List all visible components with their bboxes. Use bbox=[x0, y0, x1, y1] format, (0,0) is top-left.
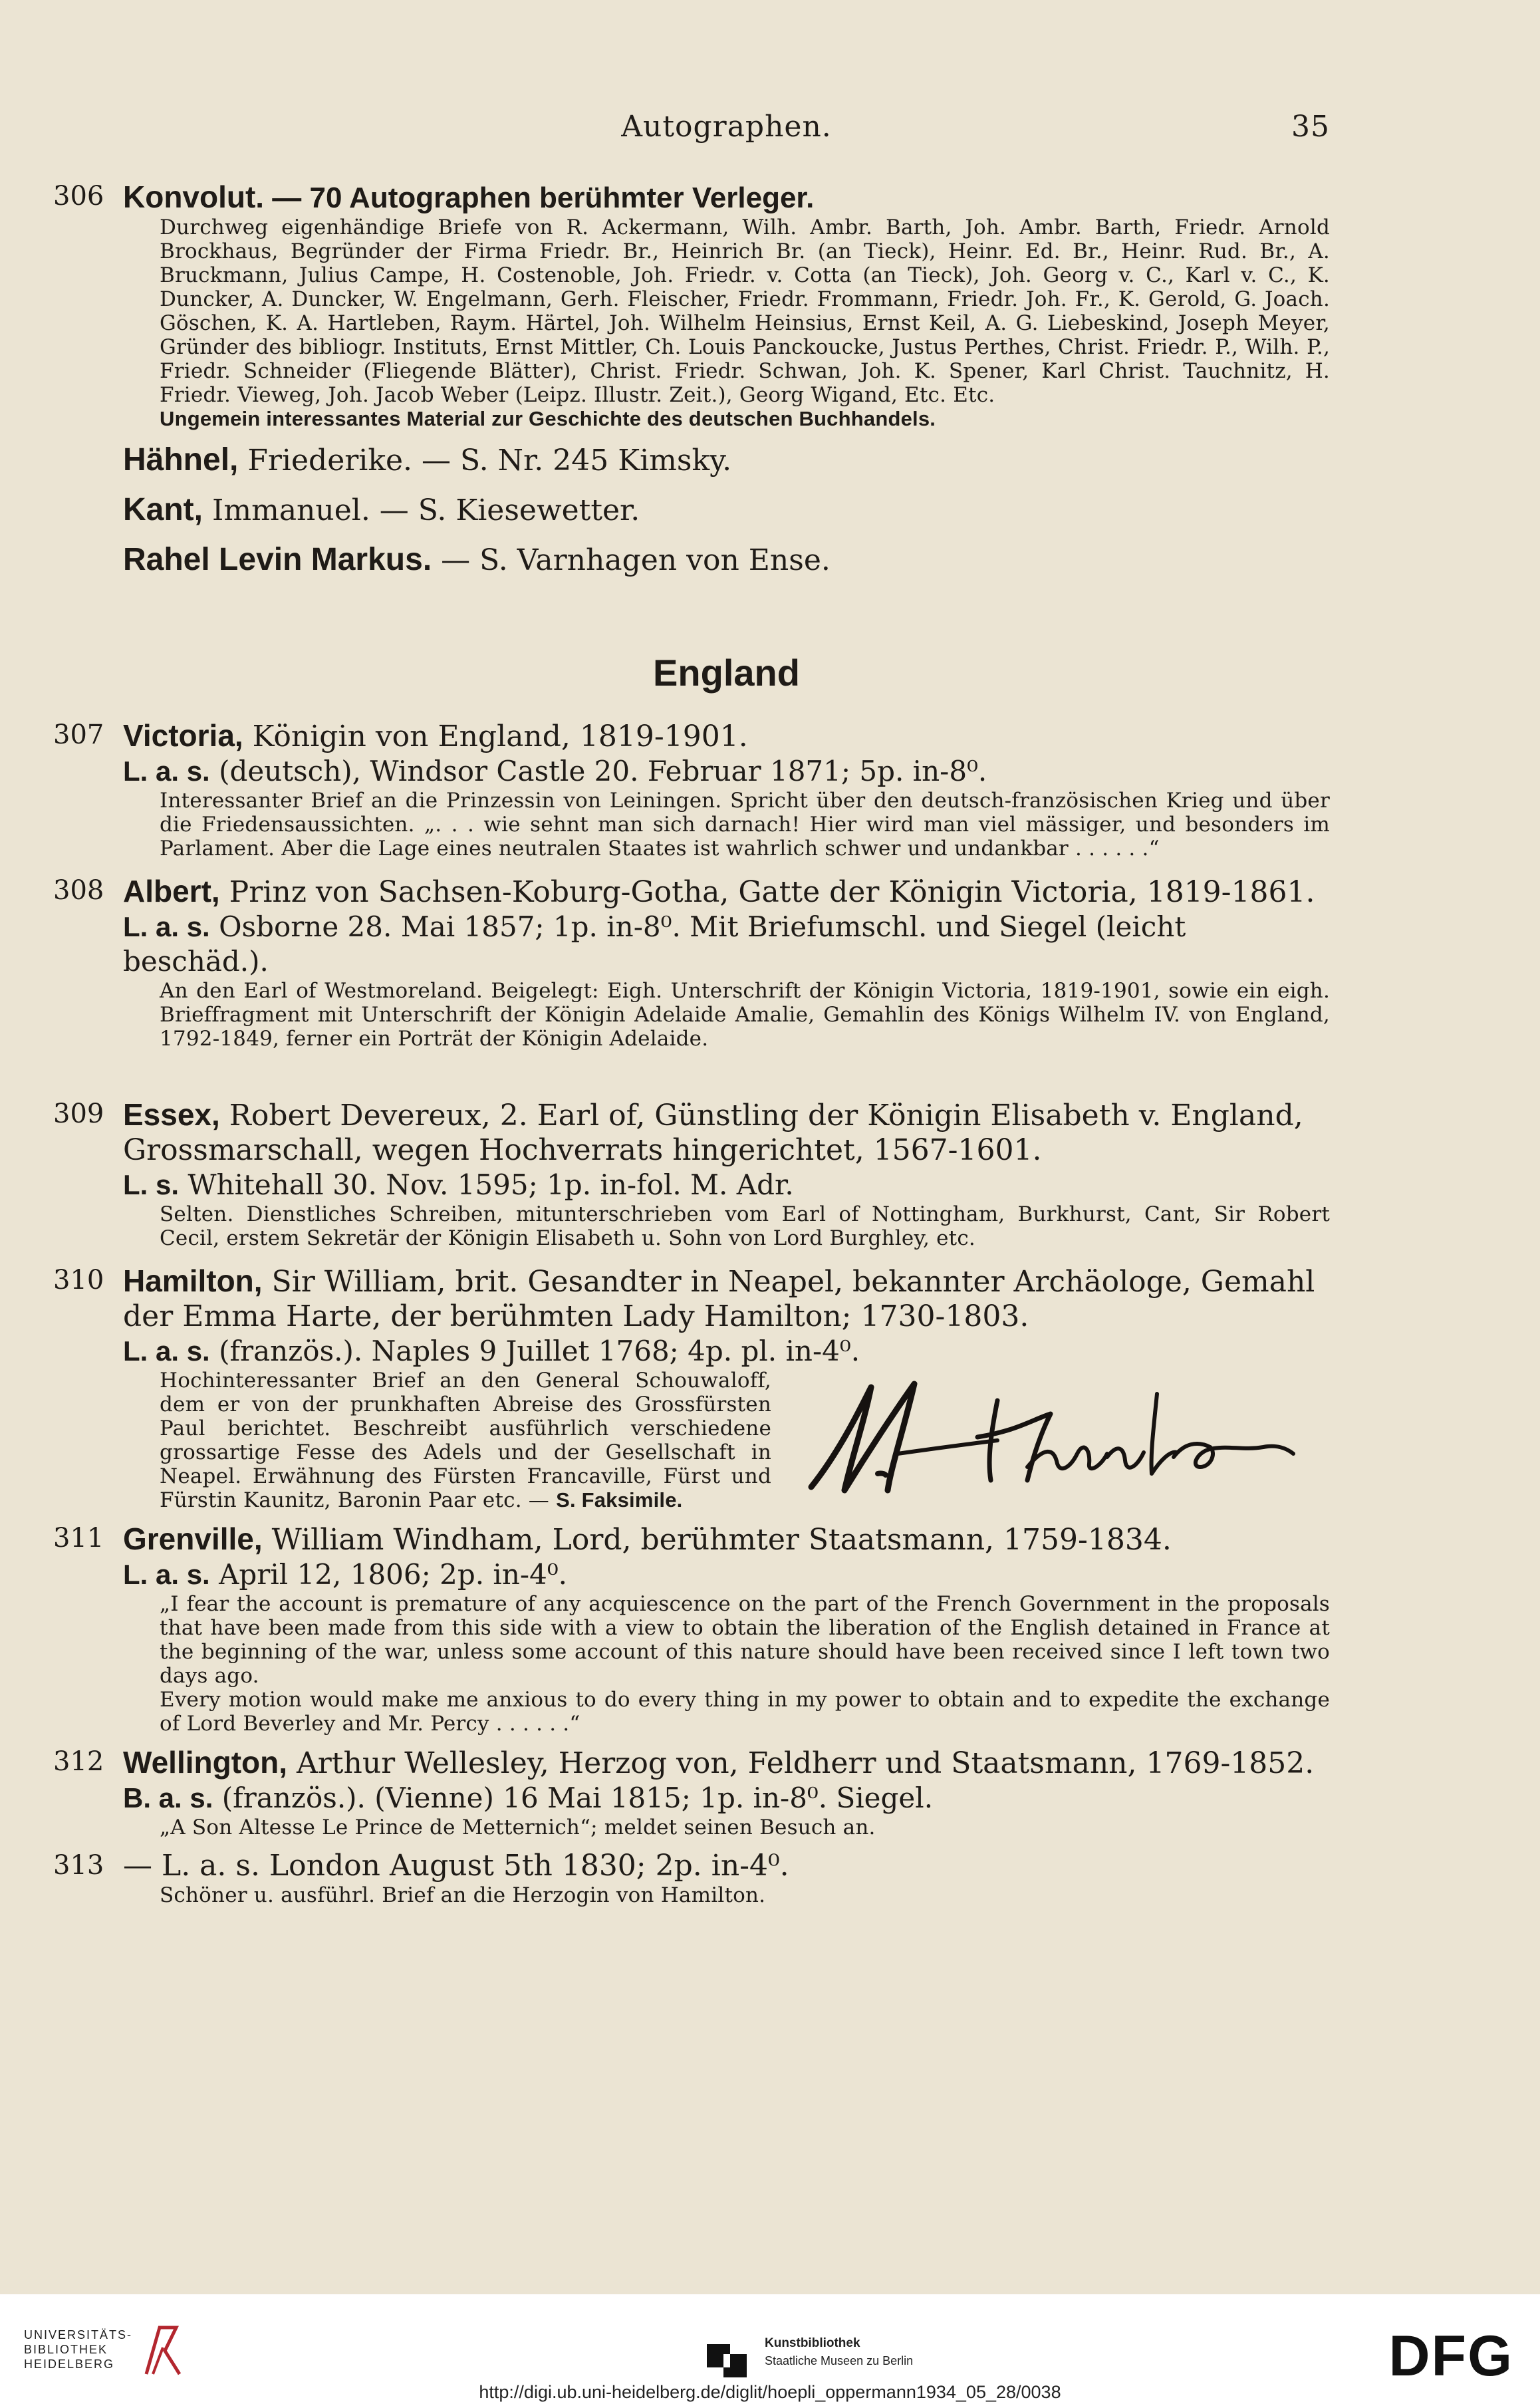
kunstbibliothek-label: Kunstbibliothek Staatliche Museen zu Berlin bbox=[765, 2336, 914, 2367]
ref-text: Friederike. — S. Nr. 245 Kimsky. bbox=[238, 444, 732, 477]
entry-name: Grenville, bbox=[123, 1522, 263, 1556]
entry-308 bbox=[53, 874, 1330, 1051]
entry-headline bbox=[123, 1745, 1330, 1781]
entry-item bbox=[123, 910, 1330, 979]
entry-number: 307 bbox=[53, 720, 104, 750]
entry-number: 309 bbox=[53, 1099, 104, 1129]
entry-number: 306 bbox=[53, 181, 104, 211]
item-type: L. a. s. bbox=[123, 1559, 210, 1590]
item-type: L. s. bbox=[123, 1169, 180, 1200]
ref-name: Kant, bbox=[123, 492, 203, 527]
entry-title: Robert Devereux, 2. Earl of, Günstling der Königin Elisabeth v. England, Grossmarschall, wegen Hochverrats hingerichtet, 1567-1601. bbox=[123, 1099, 1303, 1167]
signature-facsimile bbox=[771, 1369, 1330, 1512]
entry-item bbox=[123, 1781, 1330, 1815]
item-details: (deutsch), Windsor Castle 20. Februar 1871; 5p. in-8⁰. bbox=[209, 755, 987, 787]
university-logo-icon bbox=[140, 2321, 186, 2381]
entry-item bbox=[123, 1557, 1330, 1592]
entry-number: 310 bbox=[53, 1265, 104, 1295]
entry-title: — 70 Autographen berühmter Verleger. bbox=[264, 182, 815, 214]
entry-title: — L. a. s. London August 5th 1830; 2p. in-4⁰. bbox=[123, 1849, 789, 1883]
entry-name: Wellington, bbox=[123, 1745, 288, 1780]
permalink-url[interactable]: http://digi.ub.uni-heidelberg.de/diglit/hoepli_oppermann1934_05_28/0038 bbox=[479, 2382, 1061, 2402]
ref-name: Rahel Levin Markus. bbox=[123, 542, 432, 577]
item-type: L. a. s. bbox=[123, 1335, 210, 1367]
entry-title: William Windham, Lord, berühmter Staatsmann, 1759-1834. bbox=[262, 1523, 1172, 1557]
entry-name: Albert, bbox=[123, 874, 220, 908]
viewer-footer bbox=[0, 2294, 1540, 2406]
entry-309 bbox=[53, 1097, 1330, 1250]
entry-307 bbox=[53, 718, 1330, 861]
entry-description-paragraph: „I fear the account is premature of any acquiescence on the part of the French Government in the proposals that have been made from this side with a view to obtain the liberation of the English detained in France at the beginning of the war, unless some account of this nature should have been received since I left town two days ago. bbox=[160, 1592, 1330, 1688]
entry-name: Hamilton, bbox=[123, 1264, 263, 1298]
entry-title: Königin von England, 1819-1901. bbox=[243, 720, 748, 753]
entry-310 bbox=[53, 1264, 1330, 1512]
entry-description: Selten. Dienstliches Schreiben, mitunterschrieben vom Earl of Nottingham, Burkhurst, Cant, Sir Robert Cecil, erstem Sekretär der Königin Elisabeth u. Sohn von Lord Burghley, etc. bbox=[160, 1202, 1330, 1250]
entry-headline bbox=[123, 1097, 1330, 1168]
cross-reference bbox=[53, 543, 1330, 578]
entry-headline bbox=[123, 718, 1330, 754]
running-title: Autographen. bbox=[621, 110, 832, 144]
item-type: L. a. s. bbox=[123, 755, 210, 787]
item-details: (französ.). Naples 9 Juillet 1768; 4p. pl. in-4⁰. bbox=[209, 1335, 860, 1367]
entry-headline bbox=[123, 1522, 1330, 1557]
entry-description-paragraph: Every motion would make me anxious to do every thing in my power to obtain and to expedite the exchange of Lord Beverley and Mr. Percy . . . . . .“ bbox=[160, 1688, 1330, 1736]
cross-reference bbox=[53, 493, 1330, 528]
entry-headline bbox=[123, 1849, 1330, 1883]
entry-headline bbox=[123, 1264, 1330, 1334]
entry-description-text: Hochinteressanter Brief an den General Schouwaloff, dem er von der prunkhaften Abreise des Grossfürsten Paul berichtet. Beschreibt ausführlich verschiedene grossartige Fesse des Adels und der Gesellschaft in Neapel. Erwähnung des Fürsten Francaville, Fürst und Fürstin Kaunitz, Baronin Paar etc. — bbox=[160, 1369, 771, 1512]
entry-title: Arthur Wellesley, Herzog von, Feldherr und Staatsmann, 1769-1852. bbox=[287, 1746, 1315, 1780]
item-details: April 12, 1806; 2p. in-4⁰. bbox=[209, 1558, 568, 1591]
entry-description-with-facsimile bbox=[123, 1369, 1330, 1512]
item-type: B. a. s. bbox=[123, 1782, 213, 1813]
entry-description: Interessanter Brief an die Prinzessin von Leiningen. Spricht über den deutsch-französischen Krieg und über die Friedensaussichten. „. . . wie sehnt man sich darnach! Hier wird man viel mässiger, und besonders im Parlament. Aber die Lage eines neutralen Staates ist wahrlich schwer und undankbar . . . . . .“ bbox=[160, 789, 1330, 861]
page-content bbox=[53, 180, 1330, 1917]
entry-title: Prinz von Sachsen-Koburg-Gotha, Gatte der Königin Victoria, 1819-1861. bbox=[219, 875, 1315, 909]
kunstbibliothek-logo-icon bbox=[704, 2341, 750, 2381]
university-library-label: UNIVERSITÄTS- BIBLIOTHEK HEIDELBERG bbox=[24, 2328, 133, 2371]
entry-number: 311 bbox=[53, 1523, 104, 1553]
ref-name: Hähnel, bbox=[123, 442, 239, 477]
entry-name: Essex, bbox=[123, 1097, 220, 1132]
entry-item bbox=[123, 754, 1330, 789]
ref-text: — S. Varnhagen von Ense. bbox=[432, 543, 831, 577]
entry-item bbox=[123, 1334, 1330, 1369]
entry-311 bbox=[53, 1522, 1330, 1736]
ref-text: Immanuel. — S. Kiesewetter. bbox=[203, 493, 640, 527]
dfg-logo: DFG bbox=[1388, 2324, 1513, 2388]
entry-number: 308 bbox=[53, 875, 104, 906]
section-title: England bbox=[653, 652, 800, 694]
entry-description-note: S. Faksimile. bbox=[556, 1488, 683, 1512]
entry-item bbox=[123, 1168, 1330, 1202]
entry-description-note: Ungemein interessantes Material zur Geschichte des deutschen Buchhandels. bbox=[160, 407, 936, 430]
entry-description-text: Durchweg eigenhändige Briefe von R. Ackermann, Wilh. Ambr. Barth, Joh. Ambr. Barth, Friedr. Arnold Brockhaus, Begründer der Firma Friedr. Br., Heinrich Br. (an Tieck), Heinr. Ed. Br., Heinr. Rud. Br., A. Bruckmann, Julius Campe, H. Costenoble, Joh. Friedr. v. Cotta (an Tieck), Joh. Georg v. C., Karl v. C., K. Duncker, A. Duncker, W. Engelmann, Gerh. Fleischer, Friedr. Frommann, Friedr. Joh. Fr., K. Gerold, G. Joach. Göschen, K. A. Hartleben, Raym. Härtel, Joh. Wilhelm Heinsius, Ernst Keil, A. G. Liebeskind, Joseph Meyer, Gründer des bibliogr. Instituts, Ernst Mittler, Ch. Louis Panckoucke, Justus Perthes, Christ. Friedr. P., Wilh. P., Friedr. Schneider (Fliegende Blätter), Christ. Friedr. Schwan, Joh. K. Spener, Karl Christ. Tauchnitz, H. Friedr. Vieweg, Joh. Jacob Weber (Leipz. Illustr. Zeit.), Georg Wigand, Etc. Etc. bbox=[160, 215, 1330, 407]
entry-description bbox=[123, 215, 1330, 431]
item-details: Osborne 28. Mai 1857; 1p. in-8⁰. Mit Briefumschl. und Siegel (leicht beschäd.). bbox=[123, 910, 1186, 978]
entry-description: An den Earl of Westmoreland. Beigelegt: Eigh. Unterschrift der Königin Victoria, 1819-1901, sowie ein eigh. Brieffragment mit Unterschrift der Königin Adelaide Amalie, Gemahlin des Königs Wilhelm IV. von England, 1792-1849, ferner ein Porträt der Königin Adelaide. bbox=[160, 979, 1330, 1051]
entry-description: Schöner u. ausführl. Brief an die Herzogin von Hamilton. bbox=[160, 1883, 766, 1907]
entry-312 bbox=[53, 1745, 1330, 1839]
entry-headline bbox=[123, 180, 1330, 215]
item-details: (französ.). (Vienne) 16 Mai 1815; 1p. in-8⁰. Siegel. bbox=[213, 1782, 934, 1814]
entry-313 bbox=[53, 1849, 1330, 1907]
entry-title: Sir William, brit. Gesandter in Neapel, bekannter Archäologe, Gemahl der Emma Harte, der berühmten Lady Hamilton; 1730-1803. bbox=[123, 1265, 1315, 1333]
page-number: 35 bbox=[1291, 110, 1330, 144]
entry-306 bbox=[53, 180, 1330, 431]
entry-description bbox=[123, 1592, 1330, 1736]
entry-name: Konvolut. bbox=[123, 180, 265, 214]
item-type: L. a. s. bbox=[123, 911, 210, 942]
entry-headline bbox=[123, 874, 1330, 910]
entry-number: 313 bbox=[53, 1850, 104, 1881]
entry-description: „A Son Altesse Le Prince de Metternich“; meldet seinen Besuch an. bbox=[160, 1815, 876, 1839]
item-details: Whitehall 30. Nov. 1595; 1p. in-fol. M. Adr. bbox=[179, 1168, 794, 1201]
cross-reference bbox=[53, 443, 1330, 478]
hamilton-signature-image bbox=[798, 1374, 1303, 1507]
entry-name: Victoria, bbox=[123, 718, 243, 753]
entry-description bbox=[123, 1369, 771, 1512]
entry-number: 312 bbox=[53, 1746, 104, 1777]
